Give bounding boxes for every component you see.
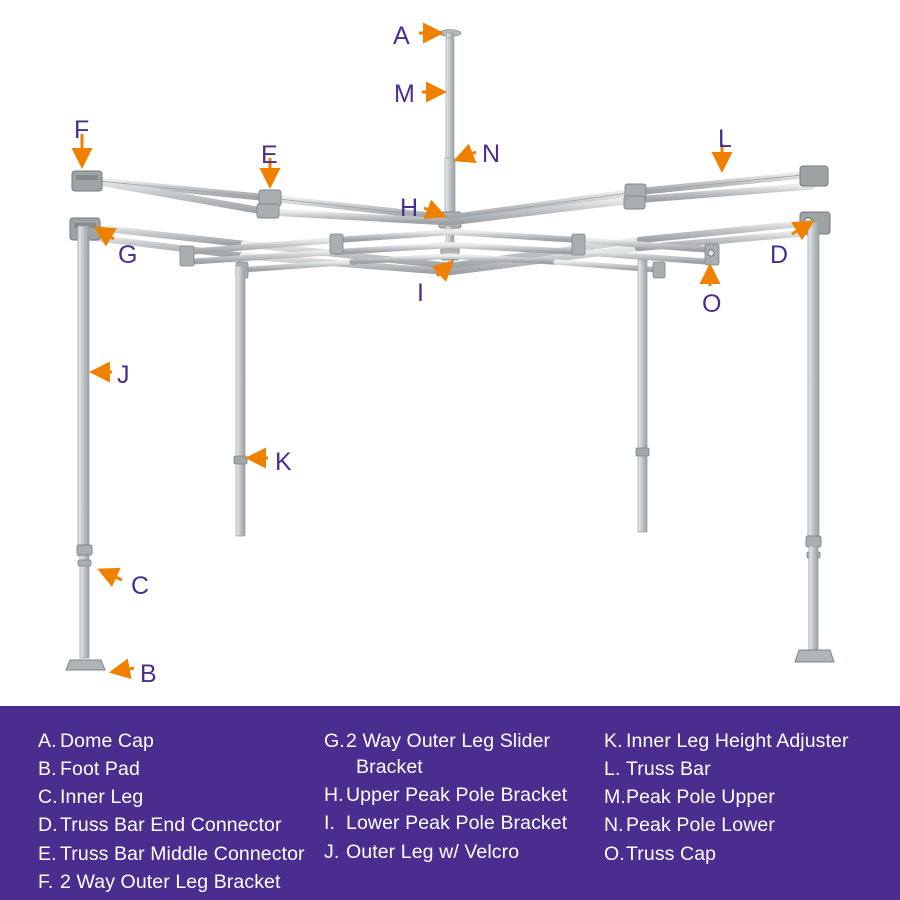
legend-key: L. bbox=[604, 758, 621, 781]
truss-joint bbox=[653, 262, 665, 278]
callout-letter-F: F bbox=[74, 116, 90, 144]
legend-key: H. bbox=[324, 784, 344, 807]
legend-label: Truss Bar bbox=[626, 758, 711, 781]
truss-joint bbox=[180, 246, 194, 266]
legend-label: Peak Pole Upper bbox=[626, 786, 775, 809]
part-outer-leg-left bbox=[78, 226, 89, 556]
legend-key: K. bbox=[604, 730, 623, 752]
legend-item bbox=[38, 869, 318, 895]
legend-key: M. bbox=[604, 786, 626, 809]
parts-legend bbox=[0, 706, 900, 900]
callout-letter-O: O bbox=[702, 290, 722, 318]
part-outer-leg-right bbox=[795, 222, 834, 662]
part-truss-bar-middle-connector-right bbox=[624, 184, 646, 209]
callout-letter-E: E bbox=[261, 141, 278, 169]
part-inner-leg-height-adjuster bbox=[234, 456, 247, 464]
callout-letter-B: B bbox=[140, 660, 157, 688]
legend-item bbox=[604, 784, 870, 810]
part-peak-pole-lower bbox=[445, 158, 455, 218]
legend-item bbox=[324, 782, 598, 808]
truss-joint bbox=[572, 234, 585, 255]
legend-key: J. bbox=[324, 840, 340, 863]
legend-item bbox=[604, 841, 870, 867]
part-inner-leg-left bbox=[77, 545, 92, 658]
legend-label: Dome Cap bbox=[60, 730, 155, 752]
legend-label: Upper Peak Pole Bracket bbox=[346, 784, 568, 807]
part-foot-pad-left bbox=[66, 660, 105, 670]
legend-key: C. bbox=[38, 786, 58, 809]
part-truss-cap-right bbox=[708, 250, 714, 256]
legend-label: Peak Pole Lower bbox=[626, 814, 775, 837]
legend-item bbox=[38, 784, 318, 810]
callout-letter-A: A bbox=[393, 22, 410, 50]
callout-letter-L: L bbox=[718, 125, 732, 153]
callout-letter-M: M bbox=[394, 80, 415, 108]
legend-key: B. bbox=[38, 758, 57, 781]
legend-label: Truss Bar Middle Connector bbox=[60, 842, 305, 865]
part-dome-cap bbox=[439, 30, 461, 39]
legend-item bbox=[38, 841, 318, 867]
callout-letter-G: G bbox=[118, 241, 138, 269]
callout-letter-H: H bbox=[400, 194, 419, 222]
part-2way-outer-leg-bracket bbox=[72, 171, 102, 191]
legend-label: Inner Leg Height Adjuster bbox=[626, 730, 849, 752]
legend-item bbox=[604, 756, 870, 782]
callout-letter-J: J bbox=[117, 361, 130, 389]
legend-key: G. bbox=[324, 730, 345, 752]
legend-label: Inner Leg bbox=[60, 786, 144, 809]
callout-letter-I: I bbox=[417, 279, 424, 307]
legend-item bbox=[324, 728, 598, 780]
legend-item bbox=[38, 756, 318, 782]
truss-joint bbox=[330, 234, 343, 254]
legend-key: E. bbox=[38, 842, 57, 865]
part-truss-bar-middle-connector bbox=[257, 190, 281, 218]
legend-label: Truss Bar End Connector bbox=[60, 814, 282, 837]
callout-letter-D: D bbox=[770, 241, 789, 269]
callout-letter-N: N bbox=[482, 140, 501, 168]
legend-label: Foot Pad bbox=[60, 758, 140, 781]
legend-item bbox=[604, 728, 870, 754]
part-inner-leg-mid-left bbox=[234, 266, 247, 536]
legend-key: N. bbox=[604, 814, 624, 837]
legend-column-1 bbox=[24, 728, 324, 893]
legend-item bbox=[38, 728, 318, 754]
part-peak-pole-upper bbox=[446, 38, 454, 160]
legend-column-2 bbox=[324, 728, 604, 890]
legend-item bbox=[604, 812, 870, 838]
legend-label: Truss Cap bbox=[626, 842, 717, 865]
legend-label-line1: 2 Way Outer Leg Slider bbox=[346, 730, 551, 752]
legend-key: I. bbox=[324, 812, 336, 835]
legend-label: 2 Way Outer Leg Bracket bbox=[60, 870, 281, 893]
legend-label: Outer Leg w/ Velcro bbox=[346, 840, 520, 863]
callout-letter-C: C bbox=[131, 572, 150, 600]
callout-letter-K: K bbox=[275, 448, 292, 476]
legend-item bbox=[324, 810, 598, 836]
legend-label bbox=[346, 728, 598, 780]
legend-key: D. bbox=[38, 814, 58, 837]
part-inner-leg-mid-right bbox=[636, 260, 649, 532]
legend-key: F. bbox=[38, 870, 54, 893]
legend-column-3 bbox=[604, 728, 876, 890]
legend-label: Lower Peak Pole Bracket bbox=[346, 812, 568, 835]
legend-label-line2: Bracket bbox=[356, 756, 423, 779]
legend-key: O. bbox=[604, 842, 625, 865]
legend-key: A. bbox=[38, 730, 57, 752]
legend-item bbox=[324, 839, 598, 865]
legend-item bbox=[38, 812, 318, 838]
